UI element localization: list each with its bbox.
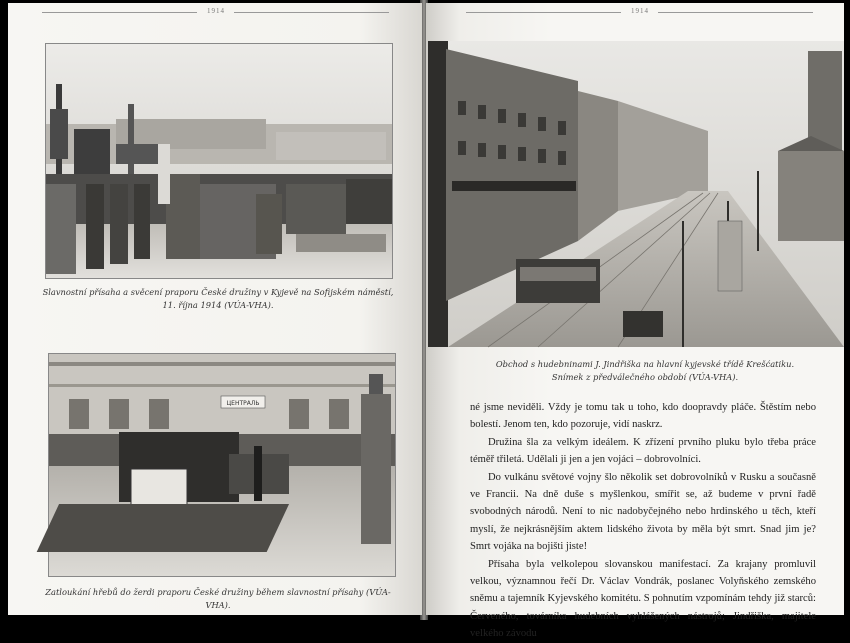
paragraph: Do vulkánu světové vojny šlo několik set dobrovolníků v Rusku a současně ve Francii. Na dně duše s myšlenkou, smířit se, až budeme v první řadě svobodných národů. Není to nic nadobyčejného nebo hrdinského u těch, kteří myslí, že nejkrásnějším aktem lidského života by měla být smrt. Snad jim je? Smrt vojáka na bojišti jiste!: [470, 471, 816, 553]
running-rule: [466, 12, 621, 13]
right-page: [426, 3, 844, 640]
running-head: 1914: [207, 7, 225, 15]
photo-ceremony-square: [45, 43, 393, 279]
left-page: [8, 3, 422, 615]
caption-line: Obchod s hudebninami J. Jindřiška na hlavní kyjevské třídě Krešćatiku.: [495, 359, 795, 369]
photo-kreshchatyk-street: [428, 41, 844, 347]
running-rule: [234, 12, 389, 13]
photo-top-caption: [42, 286, 394, 312]
caption-line: Snímek z předválečného období (VÚA-VHA).: [551, 372, 739, 382]
photo-right-caption: [466, 358, 824, 384]
body-text: [470, 399, 816, 643]
photo-flag-nailing-image: [49, 354, 395, 576]
paragraph: Družina šla za velkým ideálem. K zřízení prvního pluku bylo třeba práce téměř třiletá. Udělali ji jen a jen vojáci – dobrovolníci.: [470, 436, 816, 466]
caption-line: Slavnostní přísaha a svěcení praporu České družiny v Kyjevě na Sofijském náměstí,: [42, 287, 394, 297]
caption-line: 11. října 1914 (VÚA-VHA).: [162, 300, 274, 310]
photo-bottom-caption: Zatloukání hřebů do žerdi praporu České družiny během slavnostní přísahy (VÚA-VHA).: [45, 587, 391, 610]
paragraph: né jsme neviděli. Vždy je tomu tak u toho, kdo doopravdy pláče. Štěstím nebo bolestí. Jenom ten, kdo pozoruje, vidí naskrz.: [470, 402, 816, 431]
paragraph: Přísaha byla velkolepou slovanskou manifestací. Za krajany promluvil velkou, významnou řečí Dr. Václav Vondrák, poslanec Volyňského zemského sněmu a tajemník Kyjevského komitétu. S pohnutím vzpomínám tehdy již starců: Červeného, továrníka hudebních vyhlášených nástrojů; Jindřiška, majitele velkého závodu: [470, 558, 816, 640]
running-rule: [42, 12, 197, 13]
photo-ceremony-square-image: [46, 44, 392, 278]
running-head: 1914: [631, 7, 649, 15]
shop-sign-text: ЦЕНТРАЛЬ: [226, 400, 260, 407]
photo-flag-nailing: [48, 353, 396, 577]
running-rule: [658, 12, 813, 13]
photo-kreshchatyk-street-image: [428, 41, 844, 347]
